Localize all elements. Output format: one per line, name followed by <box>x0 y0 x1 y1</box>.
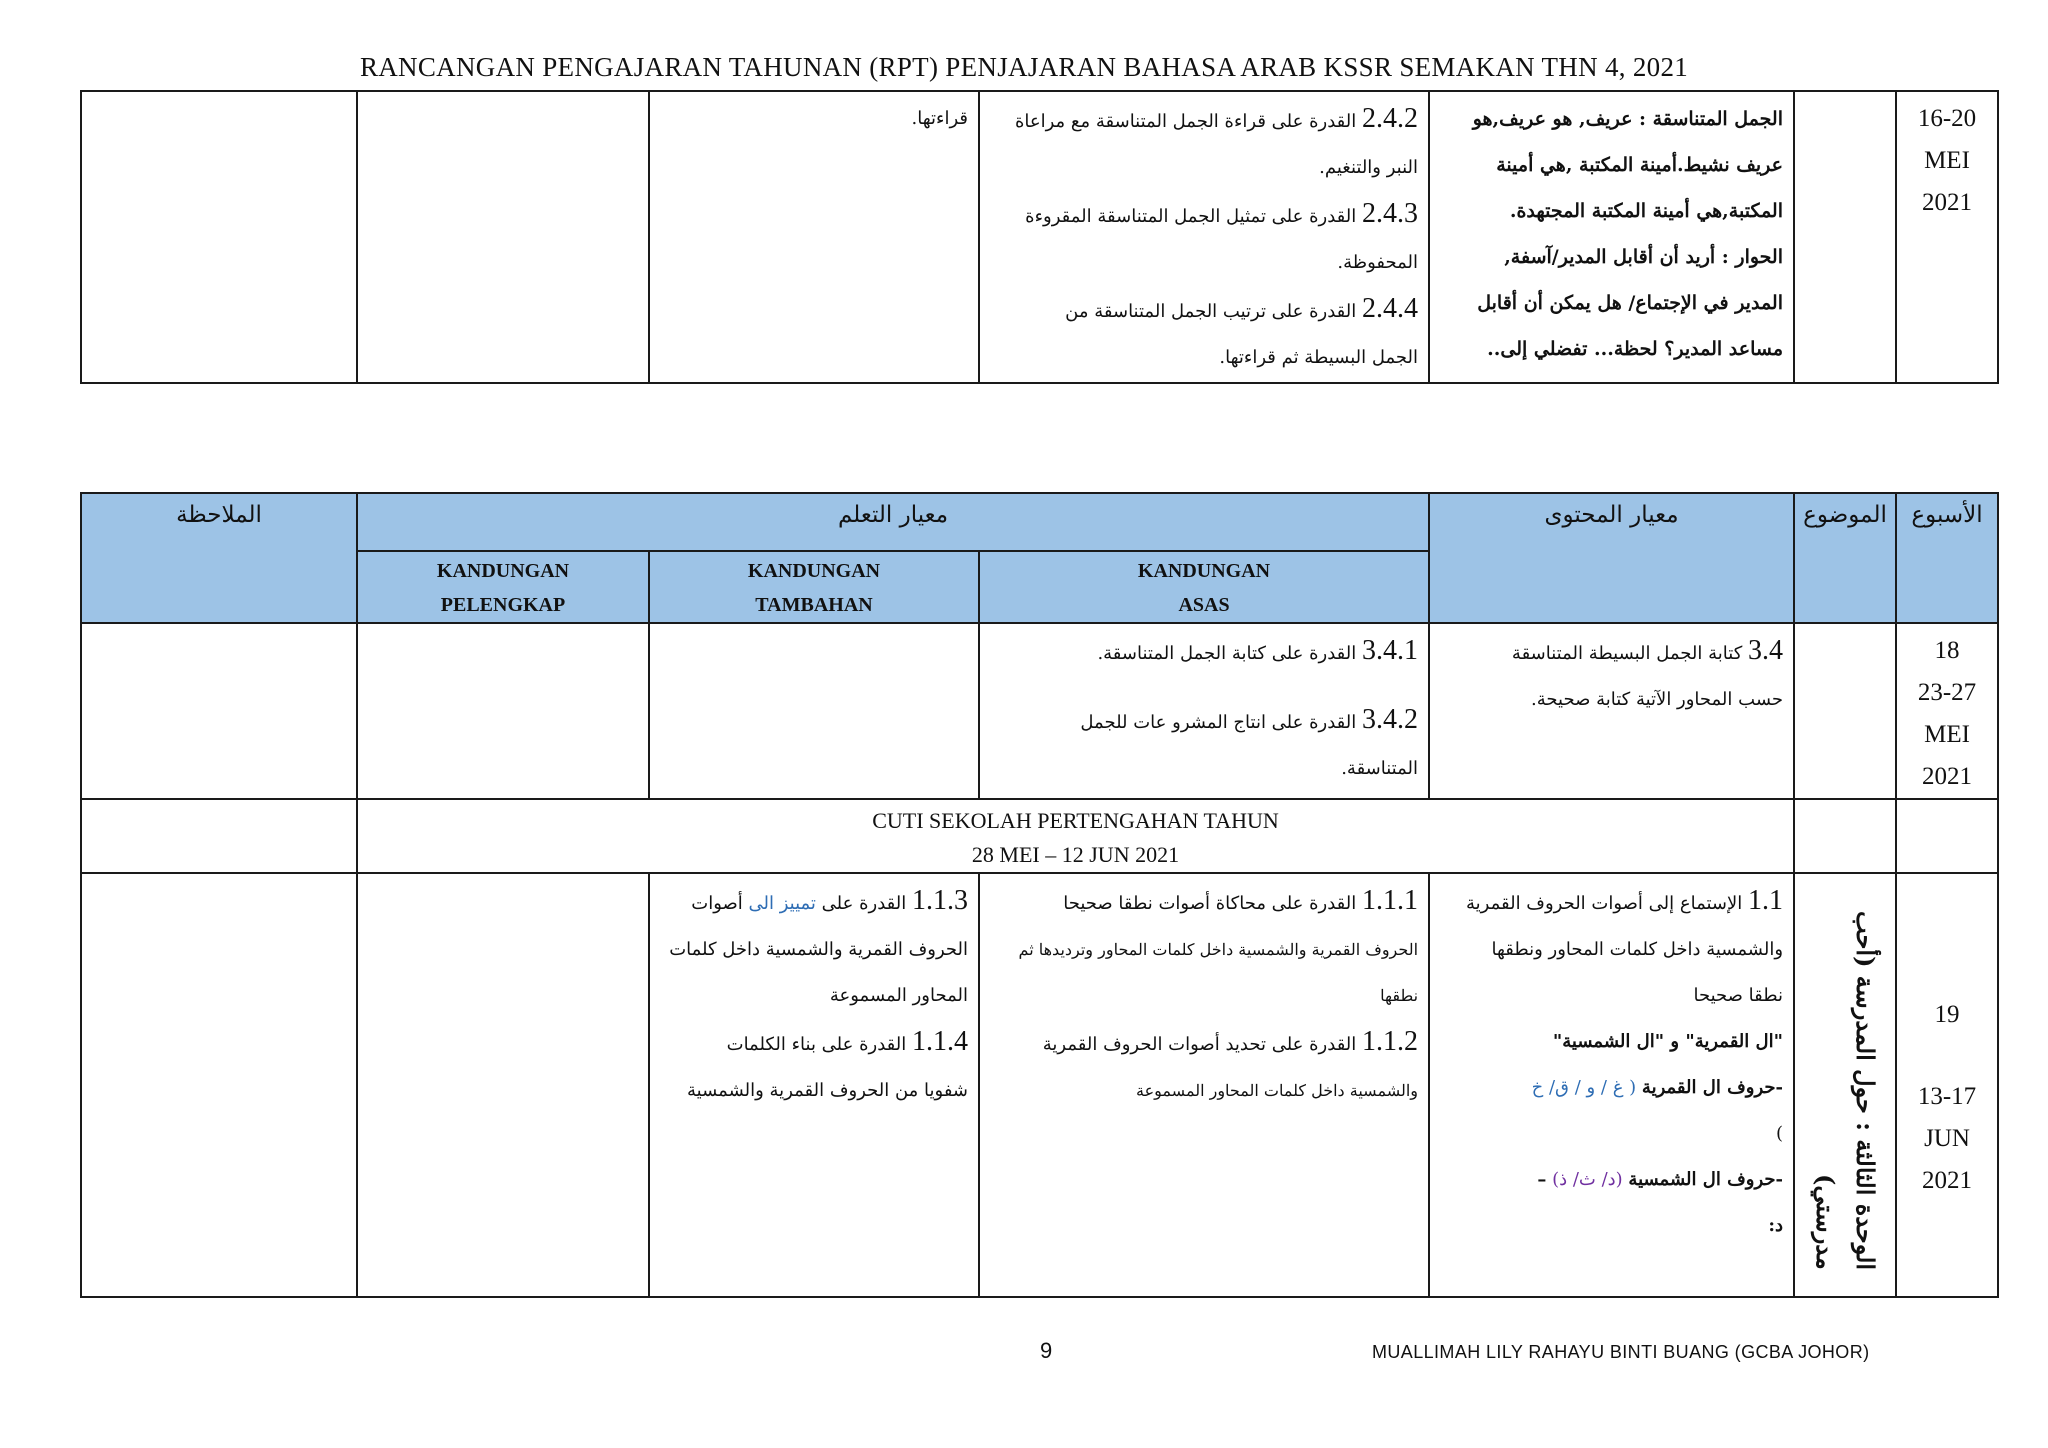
content-line: عريف نشيط.أمينة المكتبة ,هي أمينة <box>1496 154 1783 176</box>
content-line: "ال القمرية" و "ال الشمسية" <box>1552 1031 1784 1052</box>
content-line: نطقا صحيحا <box>1693 985 1784 1006</box>
tambahan-cell <box>649 873 979 1297</box>
notes-cell <box>81 799 357 873</box>
asas-cell <box>979 623 1429 799</box>
content-line: الحوار : أريد أن أقابل المدير/آسفة, <box>1504 246 1783 268</box>
week-year: 2021 <box>1922 189 1972 216</box>
holiday-dates: 28 MEI – 12 JUN 2021 <box>971 842 1180 867</box>
content-standard-cell <box>1429 91 1794 383</box>
header-pelengkap: KANDUNGAN PELENGKAP <box>357 551 649 623</box>
content-line: 3.4 كتابة الجمل البسيطة المتناسقة <box>1511 635 1784 666</box>
table-row <box>81 623 1998 799</box>
content-line: حسب المحاور الآتية كتابة صحيحة. <box>1531 689 1784 710</box>
content-line: -حروف ال الشمسية (د/ ث/ ذ) – <box>1537 1169 1784 1190</box>
content-line: المكتبة,هي أمينة المكتبة المجتهدة. <box>1509 200 1783 222</box>
week-cell <box>1896 799 1998 873</box>
week-number: 18 <box>1934 637 1960 664</box>
tambahan-line: الحروف القمرية والشمسية داخل كلمات <box>669 939 968 960</box>
header-tambahan: KANDUNGAN TAMBAHAN <box>649 551 979 623</box>
asas-line: النبر والتنغيم. <box>1319 157 1418 178</box>
pelengkap-cell <box>357 91 649 383</box>
asas-line: الحروف القمرية والشمسية داخل كلمات المحاور وترديدها ثم <box>1018 940 1419 959</box>
notes-cell <box>81 623 357 799</box>
tambahan-cell <box>649 623 979 799</box>
author-credit: MUALLIMAH LILY RAHAYU BINTI BUANG (GCBA JOHOR) <box>1372 1342 1870 1362</box>
content-line: مساعد المدير؟ لحظة... تفضلي إلى.. <box>1487 338 1783 360</box>
asas-cell <box>979 91 1429 383</box>
content-line: ) <box>1775 1123 1784 1144</box>
pelengkap-cell <box>357 873 649 1297</box>
asas-line: 3.4.1 القدرة على كتابة الجمل المتناسقة. <box>1097 635 1419 666</box>
asas-line: 2.4.2 القدرة على قراءة الجمل المتناسقة مع مراعاة <box>1014 103 1418 134</box>
content-standard-cell <box>1429 623 1794 799</box>
content-line: المدير في الإجتماع/ هل يمكن أن أقابل <box>1477 292 1783 314</box>
asas-cell <box>979 873 1429 1297</box>
week-year: 2021 <box>1922 1167 1973 1194</box>
week-cell <box>1896 873 1998 1297</box>
header-learning-standard: معيار التعلم <box>357 493 1429 551</box>
week-month: MEI <box>1924 147 1970 174</box>
tambahan-line: 1.1.3 القدرة على تمييز الى أصوات <box>691 885 968 916</box>
topic-cell <box>1794 799 1896 873</box>
header-notes: الملاحظة <box>81 493 357 623</box>
week-range: 16-20 <box>1917 105 1977 132</box>
topic-title: الوحدة الثالثة : حول المدرسة (أحب مدرستي) <box>1811 910 1881 1270</box>
pelengkap-cell <box>357 623 649 799</box>
asas-line: 3.4.2 القدرة على انتاج المشرو عات للجمل <box>1080 704 1419 735</box>
topic-cell <box>1794 91 1896 383</box>
page-number: 9 <box>1040 1338 1053 1363</box>
week-range: 13-17 <box>1917 1083 1977 1110</box>
page-title: RANCANGAN PENGAJARAN TAHUNAN (RPT) PENJAJARAN BAHASA ARAB KSSR SEMAKAN THN 4, 2021 <box>359 52 1689 82</box>
asas-line: 1.1.1 القدرة على محاكاة أصوات نطقا صحيحا <box>1063 885 1419 916</box>
tambahan-line: 1.1.4 القدرة على بناء الكلمات <box>726 1026 968 1057</box>
asas-line: 1.1.2 القدرة على تحديد أصوات الحروف القمرية <box>1042 1026 1419 1057</box>
asas-line: المحفوظة. <box>1337 252 1418 273</box>
main-table <box>80 492 1999 1298</box>
tambahan-cell <box>649 91 979 383</box>
asas-line: المتناسقة. <box>1341 758 1419 779</box>
tambahan-line: شفويا من الحروف القمرية والشمسية <box>687 1080 968 1101</box>
holiday-cell <box>357 799 1794 873</box>
content-line: الجمل المتناسقة : عريف, هو عريف,هو <box>1472 108 1783 130</box>
holiday-title: CUTI SEKOLAH PERTENGAHAN TAHUN <box>872 808 1279 833</box>
week-number: 19 <box>1934 1001 1960 1028</box>
content-line: 1.1 الإستماع إلى أصوات الحروف القمرية <box>1465 885 1784 916</box>
topic-cell <box>1794 623 1896 799</box>
tambahan-text: قراءتها. <box>911 108 968 129</box>
week-month: JUN <box>1924 1125 1970 1152</box>
header-asas: KANDUNGAN ASAS <box>979 551 1429 623</box>
table-row <box>81 873 1998 1297</box>
notes-cell <box>81 873 357 1297</box>
week-cell <box>1896 623 1998 799</box>
week-year: 2021 <box>1922 763 1973 790</box>
asas-line: 2.4.3 القدرة على تمثيل الجمل المتناسقة المقروءة <box>1025 198 1418 229</box>
content-standard-cell <box>1429 873 1794 1297</box>
header-content-standard: معيار المحتوى <box>1429 493 1794 623</box>
header-topic: الموضوع <box>1794 493 1896 623</box>
header-week: الأسبوع <box>1896 493 1998 623</box>
week-month: MEI <box>1924 721 1970 748</box>
top-table <box>80 90 1999 384</box>
week-cell <box>1896 91 1998 383</box>
content-line: د: <box>1768 1215 1784 1236</box>
topic-cell <box>1794 873 1896 1297</box>
tambahan-line: المحاور المسموعة <box>829 985 968 1006</box>
asas-line: 2.4.4 القدرة على ترتيب الجمل المتناسقة من <box>1065 293 1418 324</box>
asas-line: نطقها <box>1380 986 1419 1005</box>
week-range: 23-27 <box>1917 679 1977 706</box>
asas-line: والشمسية داخل كلمات المحاور المسموعة <box>1136 1081 1419 1100</box>
notes-cell <box>81 91 357 383</box>
content-line: والشمسية داخل كلمات المحاور ونطقها <box>1491 939 1784 960</box>
table-row <box>81 799 1998 873</box>
asas-line: الجمل البسيطة ثم قراءتها. <box>1219 347 1418 368</box>
content-line: -حروف ال القمرية ( غ / و / ق/ خ <box>1531 1077 1784 1098</box>
